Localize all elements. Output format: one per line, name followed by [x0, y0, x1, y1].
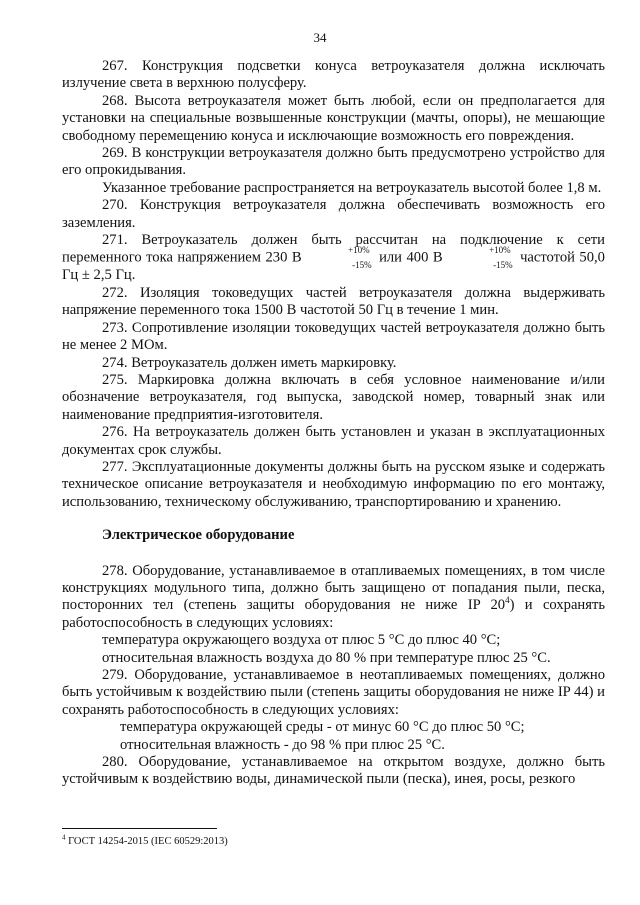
- condition-item: температура окружающего воздуха от плюс 5 °С до плюс 40 °С;: [102, 632, 501, 649]
- paragraph-268: 268. Высота ветроуказателя может быть любой, если он предполагается для установки на специальные возвышенные конструкции (мачты, опоры), не мешающие свободному перемещению конуса и исключающие возможность его повреждения.: [62, 92, 605, 144]
- paragraph-276: 276. На ветроуказатель должен быть установлен и указан в эксплуатационных документах срок службы.: [62, 424, 605, 458]
- paragraph-271-part3: частотой 50,0 Гц ± 2,5 Гц.: [62, 249, 605, 284]
- tolerance-plus: +10%: [489, 245, 511, 256]
- footnote-text: ГОСТ 14254-2015 (IEC 60529:2013): [68, 836, 228, 847]
- section-heading: Электрическое оборудование: [102, 527, 295, 544]
- paragraph-269: 269. В конструкции ветроуказателя должно быть предусмотрено устройство для его опрокидывания.: [62, 145, 605, 179]
- footnote-divider: [62, 828, 217, 829]
- footnote: [62, 833, 605, 847]
- page-number: 34: [313, 30, 327, 45]
- paragraph-270: 270. Конструкция ветроуказателя должна обеспечивать возможность его заземления.: [62, 197, 605, 231]
- tolerance-plus: +10%: [348, 245, 370, 256]
- paragraph-272: 272. Изоляция токоведущих частей ветроуказателя должна выдерживать напряжение переменного тока 1500 В частотой 50 Гц в течение 1 мин.: [62, 284, 605, 319]
- paragraph-278-text: 278. Оборудование, устанавливаемое в отапливаемых помещениях, в том числе конструкциях модульного типа, должно быть защищено от попадания пыли, песка, посторонних тел (степень защиты оборудования не ниже IP 20: [62, 562, 605, 614]
- paragraph-278: [62, 563, 605, 633]
- paragraph-274: 274. Ветроуказатель должен иметь маркировку.: [102, 354, 397, 371]
- footnote-mark: 4: [62, 833, 66, 842]
- paragraph-273: 273. Сопротивление изоляции токоведущих частей ветроуказателя должно быть не менее 2 МОм.: [62, 319, 605, 354]
- voltage-tolerance-1: [308, 245, 372, 271]
- condition-item: относительная влажность воздуха до 80 % при температуре плюс 25 °С.: [102, 649, 551, 666]
- paragraph-280: 280. Оборудование, устанавливаемое на открытом воздухе, должно быть устойчивым к воздействию воды, динамической пыли (песка), инея, росы, резкого: [62, 754, 605, 788]
- paragraph-271: [62, 232, 605, 285]
- paragraph-271-part2: или 400 В: [379, 249, 443, 266]
- paragraph-275: 275. Маркировка должна включать в себя условное наименование и/или обозначение ветроуказателя, год выпуска, заводской номер, товарный знак или наименование предприятия-изготовителя.: [62, 371, 605, 423]
- tolerance-minus: -15%: [352, 260, 372, 271]
- paragraph-278-text-end: ) и сохранять работоспособность в следующих условиях:: [62, 597, 605, 631]
- voltage-tolerance-2: [449, 245, 513, 271]
- tolerance-minus: -15%: [493, 260, 513, 271]
- paragraph-267: 267. Конструкция подсветки конуса ветроуказателя должна исключать излучение света в верхнюю полусферу.: [62, 58, 605, 92]
- paragraph-277: 277. Эксплуатационные документы должны быть на русском языке и содержать техническое описание ветроуказателя и необходимую информацию по его монтажу, использованию, техническому обслуживанию, транспортированию и хранению.: [62, 458, 605, 510]
- condition-item: относительная влажность - до 98 % при плюс 25 °С.: [120, 736, 445, 753]
- condition-item: температура окружающей среды - от минус 60 °С до плюс 50 °С;: [120, 719, 525, 736]
- paragraph-279: 279. Оборудование, устанавливаемое в неотапливаемых помещениях, должно быть устойчивым к воздействию пыли (степень защиты оборудования не ниже IP 44) и сохранять работоспособность в следующих условиях:: [62, 667, 605, 718]
- paragraph-271-part1: 271. Ветроуказатель должен быть рассчитан на подключение к сети переменного тока напряжением 230 В: [62, 232, 605, 266]
- footnote-ref: 4: [505, 595, 510, 606]
- document-body: [62, 58, 605, 789]
- paragraph-269-note: Указанное требование распространяется на ветроуказатель высотой более 1,8 м.: [102, 179, 602, 196]
